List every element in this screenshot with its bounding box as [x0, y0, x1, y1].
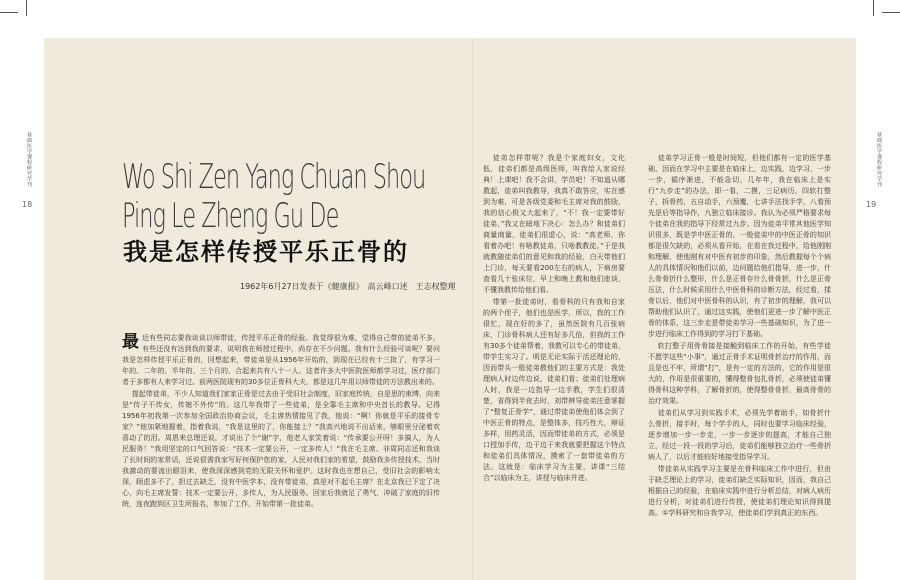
article-title: 我是怎样传授平乐正骨的 [123, 237, 409, 266]
crop-mark [873, 0, 874, 16]
paragraph: 提起带徒弟，不少人知道我们家家正骨是过去由于受旧社会制度，旧家庭传统，自是思的束缚，向来是“传子不传女，传媳不外传”的。这几年我带了一些徒弟，是全靠毛主席和中央首长的教导。记得1956年初我第一次参加全国政治协商会议，毛主席热情接见了我，他说：“啊！你就是平乐的接骨专家？”他加紧地握着，指着我说，“我是这里的了，你能接上？”我高兴地说不出话来，够眼里分泌着欢喜动了的泪。周恩来总理还说，才说出了个“谢”字，他老人家笑着说：“传承要公开呀！多搞人，为人民服务！”我用坚定的口气回答说：“技术一定要公开，一定多传人！”我在毛主席、非周同志还和我谈了长时间的家常话，还说很需我家写好何保护您的家，人民对我们家的希望，鼓励我多传授技术，当时我激动的要流出眼泪来，使我深深感到党的无限关怀和爱护。这时我也在想自己，受旧社会的影响太深，顾虑多不了，担过去缺乏，没有中医学本，没有带徒弟，真是对不起毛主席？在北京我已下定了决心，向毛主席发誓：技术一定要公开，多传人，为人民服务。回家后我就足了勇气，冲破了家庭的旧传统，连夜跑到区卫生所报名，参加了工作，开始带第一批徒弟。 [122, 390, 440, 508]
paragraph: 带徒弟从实践学习主要是在骨科临床工作中进行，但由于缺乏理论上的学习，徒弟们缺乏实际知识，因而，我自己根据自己的经验，在临床实践中进行分析总结，对病人病历进行分析，对徒弟们进行传授，使徒弟们理论知识得到提高。①学科研究和自我学习，使徒弟们学到真正的东西。 [648, 465, 831, 517]
paragraph [122, 333, 440, 388]
paragraph: 徒弟们从学习到实践手术，必须先学着助手，如骨折什么骨折，接手时，每个学手的人，同时也要学习临床经验，逐步增加一步一步走，一步一步逐步的提高，才能自己独立，经过一段一段的学习后，徒弟们能够独立治疗一些骨折病人了，以后才能较好地接受指导学习。 [648, 409, 831, 461]
pinyin-title-line-1: Wo Shi Zen Yang Chuan Shou [122, 157, 426, 197]
crop-mark [0, 12, 18, 13]
right-page-number: 19 [866, 200, 877, 209]
left-page-number: 18 [22, 200, 33, 209]
paragraph-text: 近有些同志要我谈谈以师带徒，传授平乐正骨的经验。我觉得很为难，觉得自己带的徒弟不多，有些还没有达到我的要求，说明我在师授过程中，尚存在不少问题。我有什么经验可谈呢？要问我是怎样传授平乐正骨的，回想起来，带徒弟是从1956年开始的，到现在已经有十三批了，有学习一年的、二年的、半年的、三个月的，合起来共有八十一人。这者许多大中医院医师都学习过，医疗部门者于多都有人来学习过。前两医院现有的30多位正骨科大夫，都是这几年用以师带徒的方法教出来的。 [122, 334, 440, 386]
body-column-2 [483, 153, 625, 541]
body-column-1 [122, 333, 440, 543]
crop-mark [26, 0, 27, 16]
paragraph: 软打整子用骨骨接是接触到临床工作的开始，有些学徒不愿学这些“小事”，通过正骨手术证明骨折治疗的作用，而且是也不牢，所谓“打”，是有一定的方法的，它的作用是很大的，作用是很重要的，懂得整骨包扎骨折，必须使徒弟懂得骨科这种学科，了解骨折的，使得整骨骨折，最高骨骨的治疗效果。 [648, 342, 831, 405]
body-column-3 [648, 153, 831, 541]
paragraph: 徒弟怎样带呢？我是个家庭妇女，文化低，徒弟们都是高级医师，叫我给人家说经典！上课吧！我不会讲，学员吧！不知道从哪教起，徒弟叫我教导，我真不敢答应，实在感到为难，可是各级党委和毛主席对我的鼓励，我的信心极又大起来了，“不！我一定要带好徒弟，”我又在暗地下决心：怎么办？和徒弟们商量商量，徒弟们很虚心，说：“高老师，你看着办吧！有啥教徒弟，只啥教教徒。”于是我就教随徒弟们的意见和我的经验，白天带他们上门诊，每天要看200左右的病人，下病房要查看几十张床位，早上和晚上教和他们座谈，不懂我教传给他们看。 [483, 154, 625, 294]
paragraph: 带第一批徒弟时，看骨科的只有我和自家的两个侄子，他们也是医学，所以，我的工作很忙，现在好的多了，虽然医院有几百张病床，门诊骨科病人还有好多几倍，但我的工作有30多个徒弟帮着，我教可以专心的带徒弟，带学生实习了。明是无论实际干活还理论的，因而带头一般徒弟教他们的主要方式是：我处理病人时边传边说，徒弟们看；徒弟们处理病人时，我是一边指导一边手教，学生们很清楚，省得到半夜去时，刘带辨导徒弟注意掌握了“整复正骨学”，通过带徒弟使他们体会到了中医正骨的特点，是整体多，技巧性大，辩证多样，用药灵活，因而带徒弟的方式，必须是口授加手传，边干边干来我就要把握这个特点和徒弟们具体情况，摸索了一套带徒弟的方法。这就是：临床学习为主要，讲课“三结合”以临床为主，讲授与临床并进。 [483, 298, 625, 482]
pinyin-title-line-2: Ping Le Zheng Gu De [122, 196, 339, 236]
page-gutter [472, 38, 473, 580]
article-byline: 1962年6月27日发表于《健康报》 高云峰口述 王志权整理 [240, 282, 456, 291]
paragraph: 徒弟学习正骨一般是时间短，但他们都有一定的医学基础，因而在学习中主要是在临床上，边实践，边学习，一步一步，循序渐进，不能急切，几年年，我在临床上是实行“九步走”的办法，即一看，二摸，三记病历，四软打整子，拆骨药，五自动手，六预覆，七讲手法找手学，八看预先是后等指导作，九独立临床接诊。我认为必须严格要求每个徒弟在我的指导下经常过九步。因为徒弟平常其他医学知识很多，既是学中医正骨的，一般徒弟中的中医正骨的知识都是很欠缺的，必须从看开始，在看在我过程中，给他刚刚和理解，使他刚有对中医有初步的印象，然后教握每个个病人的具体情况和他们以前，边问题给他们指导，进一步，什么骨骨折什么整形，什么是正骨存什么骨骨折，什么是正骨压法，什么时候采用什么中医骨科的诊断方法，经过看，揉骨以后，他们对中医骨科的认识，有了初步的理解，我可以帮助他们认识了，通过这实践，使他们更进一步了解中医正骨的体系，这三步走是带徒弟学习一些基础知识，为了进一步进行临床工作得到的学习打下基础。 [648, 154, 831, 338]
drop-cap: 最 [122, 333, 139, 352]
left-sidebar-text: 基础医学课程研究学刊 [26, 132, 32, 187]
right-sidebar-text: 基础医学课程研究学刊 [876, 132, 882, 187]
crop-mark [882, 12, 900, 13]
